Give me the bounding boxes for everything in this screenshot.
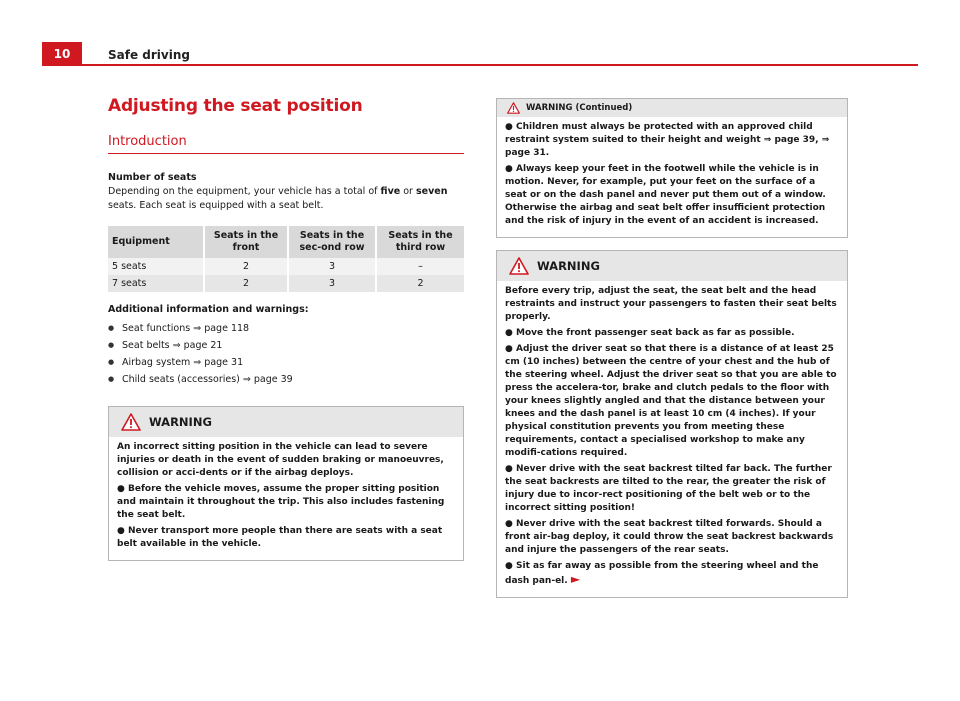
section-subtitle: Introduction: [108, 134, 464, 154]
warning-continued-box: [496, 98, 848, 238]
list-item[interactable]: ● Seat functions ⇒ page 118: [108, 320, 464, 337]
header-rule: [82, 64, 918, 66]
chapter-title: Safe driving: [108, 48, 190, 62]
warning-bullet: ● Sit as far away as possible from the steering wheel and the dash pan-el. ►: [505, 561, 819, 586]
warning-box: [108, 406, 464, 561]
warning-body: [109, 437, 463, 560]
list-item[interactable]: ● Seat belts ⇒ page 21: [108, 337, 464, 354]
section-title: Adjusting the seat position: [108, 96, 363, 116]
table-cell: 3: [288, 275, 376, 292]
table-cell: 2: [204, 275, 288, 292]
seats-text-1: Depending on the equipment, your vehicle has a total of: [108, 186, 381, 197]
warning-body: [497, 281, 847, 597]
seats-five: five: [380, 186, 401, 197]
table-header: Seats in the front: [204, 226, 288, 258]
warning-box: [496, 250, 848, 598]
table-cell: 7 seats: [108, 275, 204, 292]
page-number: 10: [42, 42, 82, 66]
left-column: [108, 96, 464, 561]
warning-header: [109, 407, 463, 437]
warning-continued-label: WARNING (Continued): [526, 103, 633, 113]
table-header: Seats in the third row: [376, 226, 464, 258]
table-cell: 2: [204, 258, 288, 275]
warning-continued-header: [497, 99, 847, 117]
table-cell: 5 seats: [108, 258, 204, 275]
warning-intro: Before every trip, adjust the seat, the seat belt and the head restraints and instruct your passengers to fasten their seat belts properly.: [505, 286, 837, 322]
warning-triangle-icon: [507, 102, 520, 114]
warning-bullet: ● Never drive with the seat backrest tilted forwards. Should a front air-bag deploy, it could throw the seat backrest backwards and injure the passengers of the rear seats.: [505, 519, 834, 555]
seats-paragraph: [108, 185, 464, 212]
warning-bullet: ● Always keep your feet in the footwell while the vehicle is in motion. Never, for example, put your feet on the surface of a seat or on the dash panel and never put them out of a window. Otherwise the airbag and seat belt offer insufficient protection and the risk of injury in the event of an accident is increased.: [505, 164, 826, 226]
warning-bullet-text: Always keep your feet in the footwell while the vehicle is in motion. Never, for example, put your feet on the surface of a seat or on the dash panel and never put them out of a window. Otherwise the airbag and seat belt offer insufficient protection and the risk of injury in the event of an accident is increased.: [505, 164, 826, 226]
seats-text-2: or: [400, 186, 416, 197]
list-item[interactable]: ● Child seats (accessories) ⇒ page 39: [108, 371, 464, 388]
table-header: Seats in the sec-ond row: [288, 226, 376, 258]
table-row: [108, 275, 464, 292]
warning-bullet-text: Children must always be protected with an approved child restraint system suited to their height and weight ⇒ page 39, ⇒ page 31.: [505, 122, 830, 158]
warning-intro: An incorrect sitting position in the vehicle can lead to severe injuries or death in the event of sudden braking or manoeuvres, collision or acci-dents or if the airbag deploys.: [117, 442, 444, 478]
additional-info-label: Additional information and warnings:: [108, 304, 309, 315]
warning-header: [497, 251, 847, 281]
warning-label: WARNING: [537, 259, 600, 273]
warning-bullet-text: Sit as far away as possible from the steering wheel and the dash pan-el.: [505, 561, 819, 586]
arrow-right-icon[interactable]: ►: [570, 572, 581, 586]
seats-label: Number of seats: [108, 172, 197, 183]
reference-list: [108, 320, 464, 388]
right-column: [496, 98, 848, 598]
warning-bullet: ● Never drive with the seat backrest tilted far back. The further the seat backrests are tilted to the rear, the greater the risk of injury due to incor-rect positioning of the belt web or to the incorrect sitting position!: [505, 464, 832, 513]
warning-bullet: ● Move the front passenger seat back as far as possible.: [505, 328, 795, 338]
seats-seven: seven: [415, 186, 448, 197]
warning-continued-body: [497, 117, 847, 237]
table-header: Equipment: [108, 226, 204, 258]
warning-bullet-text: Never transport more people than there are seats with a seat belt available in the vehicle.: [117, 526, 443, 549]
table-row: [108, 258, 464, 275]
table-cell: 2: [376, 275, 464, 292]
warning-bullet-text: Adjust the driver seat so that there is a distance of at least 25 cm (10 inches) between the centre of your chest and the hub of the steering wheel. Adjust the driver seat so that you are able to press the accelera-tor, brake and clutch pedals to the floor with your knees slightly angled and that the distance between your knees and the dash panel is at least 10 cm (4 inches). If your physical constitution prevents you from meeting these requirements, contact a specialised workshop to make any modifi-cations required.: [505, 344, 837, 458]
warning-bullet: ● Before the vehicle moves, assume the proper sitting position and maintain it throughout the trip. This also includes fastening the seat belt.: [117, 484, 445, 520]
seats-table: [108, 226, 464, 292]
seats-text-3: seats. Each seat is equipped with a seat belt.: [108, 199, 324, 211]
warning-bullet-text: Before the vehicle moves, assume the proper sitting position and maintain it throughout the trip. This also includes fastening the seat belt.: [117, 484, 445, 520]
warning-bullet-text: Never drive with the seat backrest tilted forwards. Should a front air-bag deploy, it could throw the seat backrest backwards and injure the passengers of the rear seats.: [505, 519, 834, 555]
warning-triangle-icon: [121, 413, 141, 431]
table-cell: –: [376, 258, 464, 275]
page-header: [42, 42, 918, 66]
table-cell: 3: [288, 258, 376, 275]
warning-label: WARNING: [149, 415, 212, 429]
table-header-row: [108, 226, 464, 258]
warning-triangle-icon: [509, 257, 529, 275]
warning-bullet: ● Never transport more people than there are seats with a seat belt available in the vehicle.: [117, 526, 443, 549]
warning-bullet-text: Never drive with the seat backrest tilted far back. The further the seat backrests are tilted to the rear, the greater the risk of injury due to incor-rect positioning of the belt web or to the incorrect sitting position!: [505, 464, 832, 513]
warning-bullet: ● Children must always be protected with an approved child restraint system suited to their height and weight ⇒ page 39, ⇒ page 31.: [505, 122, 830, 158]
warning-bullet: ● Adjust the driver seat so that there is a distance of at least 25 cm (10 inches) between the centre of your chest and the hub of the steering wheel. Adjust the driver seat so that you are able to press the accelera-tor, brake and clutch pedals to the floor with your knees slightly angled and that the distance between your knees and the dash panel is at least 10 cm (4 inches). If your physical constitution prevents you from meeting these requirements, contact a specialised workshop to make any modifi-cations required.: [505, 344, 837, 458]
warning-bullet-text: Move the front passenger seat back as far as possible.: [516, 328, 795, 338]
list-item[interactable]: ● Airbag system ⇒ page 31: [108, 354, 464, 371]
